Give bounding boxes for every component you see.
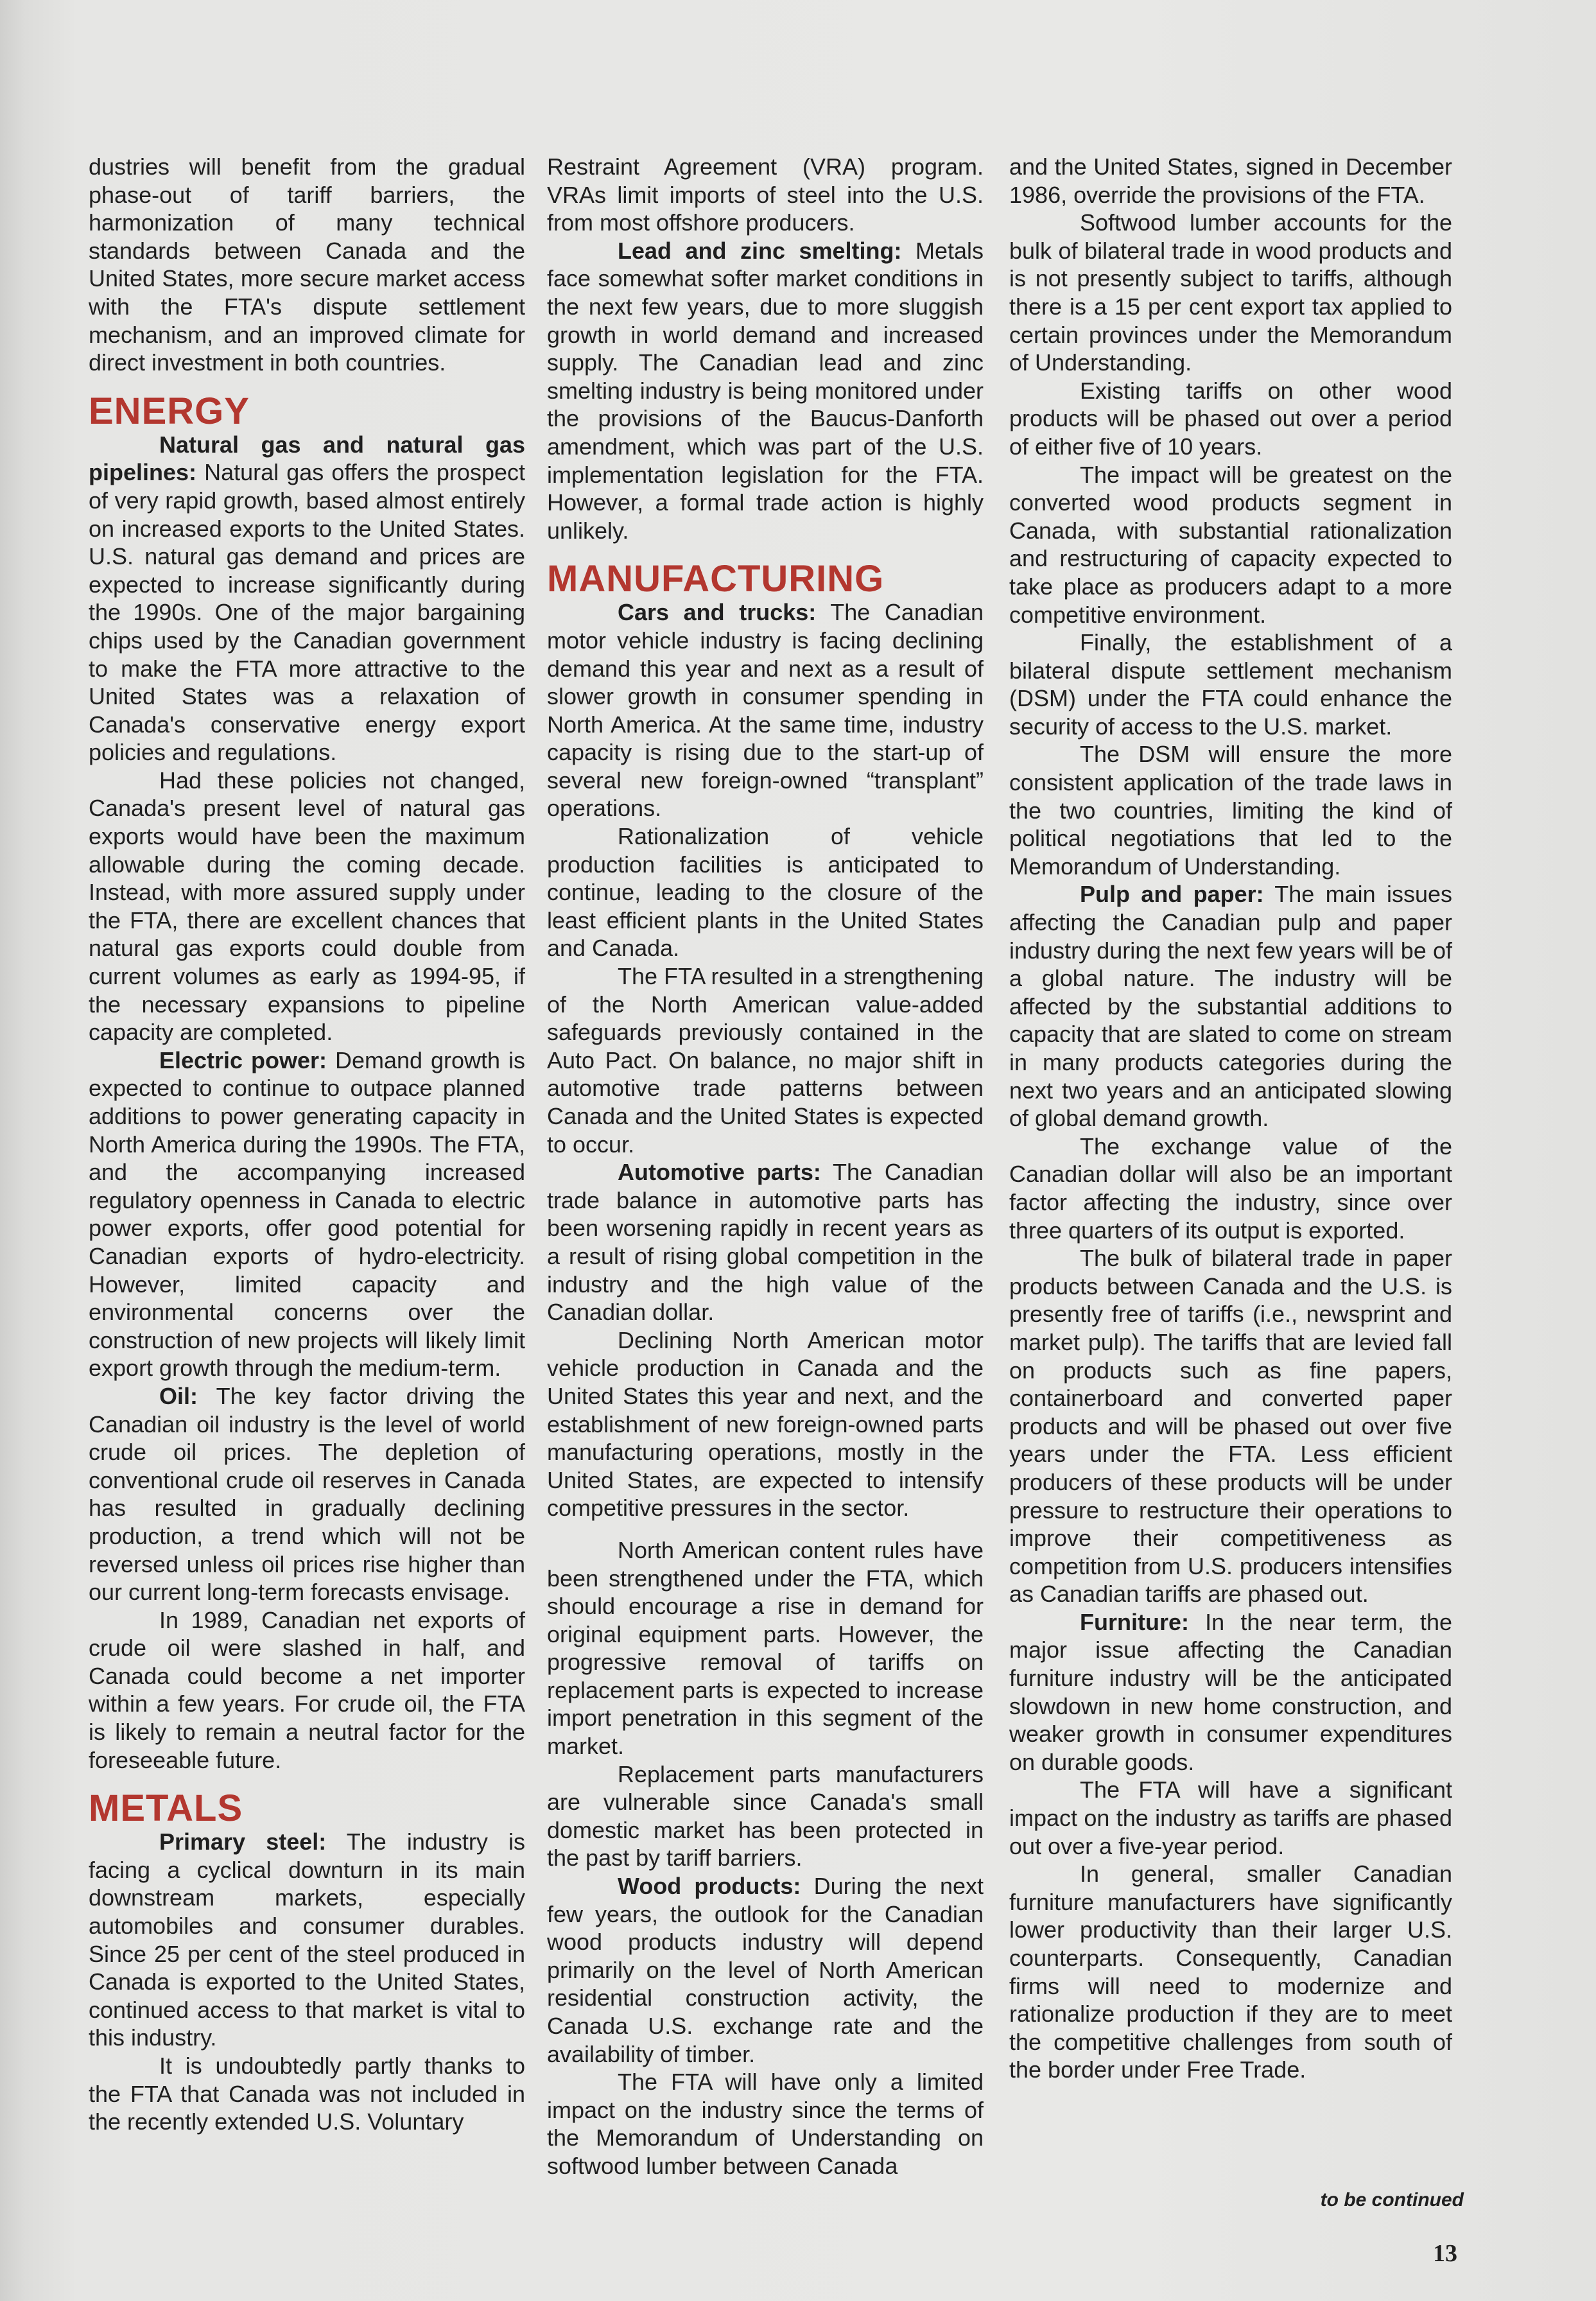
subheading-furniture: Furniture:	[1080, 1608, 1189, 1635]
paragraph	[547, 1158, 984, 1326]
paragraph: In 1989, Canadian net exports of crude oil were slashed in half, and Canada could become a net importer within a few years. For crude oil, the FTA is likely to remain a neutral factor for the foreseeable future.	[89, 1606, 525, 1773]
paragraph-text: In the near term, the major issue affecting the Canadian furniture industry will be the anticipated slowdown in new home construction, and weaker growth in consumer expenditures on durable goods.	[1009, 1608, 1452, 1775]
paragraph-text: The Canadian motor vehicle industry is facing declining demand this year and next as a result of slower growth in consumer spending in North America. At the same time, industry capacity is rising due to the start-up of several new foreign-owned “transplant” operations.	[547, 599, 984, 822]
subheading-automotive-parts: Automotive parts:	[618, 1159, 821, 1186]
column-3	[1009, 153, 1452, 2084]
paragraph: The impact will be greatest on the converted wood products segment in Canada, with substantial rationalization and restructuring of capacity expected to take place as producers adapt to a more competitive environment.	[1009, 461, 1452, 628]
paragraph	[89, 431, 525, 767]
section-heading-metals: METALS	[89, 1787, 243, 1830]
paragraph: Existing tariffs on other wood products will be phased out over a period of either five of 10 years.	[1009, 377, 1452, 460]
paragraph-text: The main issues affecting the Canadian pulp and paper industry during the next few years will be of a global nature. The industry will be affected by the substantial additions to capacity that are slated to come on stream in many products categories during the next two years and an anticipated slowing of global demand growth.	[1009, 881, 1452, 1132]
paragraph	[1009, 880, 1452, 1132]
paragraph-text: During the next few years, the outlook for the Canadian wood products industry will depend primarily on the level of North American residential construction activity, the Canada U.S. exchange rate and the availability of timber.	[547, 1873, 984, 2067]
paragraph: Rationalization of vehicle production facilities is anticipated to continue, leading to the closure of the least efficient plants in the United States and Canada.	[547, 823, 984, 962]
paragraph	[89, 1828, 525, 2052]
paragraph	[547, 1872, 984, 2068]
paragraph-text: Natural gas offers the prospect of very rapid growth, based almost entirely on increased exports to the United States. U.S. natural gas demand and prices are expected to increase significantly during the 1990s. One of the major bargaining chips used by the Canadian government to make the FTA more attractive to the United States was a relaxation of Canada's conservative energy export policies and regulations.	[89, 459, 525, 766]
paragraph	[1009, 1608, 1452, 1776]
continued-note: to be continued	[1320, 2189, 1464, 2210]
subheading-natural-gas: Natural gas and natural gas pipelines:	[89, 431, 525, 486]
paragraph: The FTA will have only a limited impact on the industry since the terms of the Memorandum of Understanding on softwood lumber between Canada	[547, 2069, 984, 2179]
section-heading-manufacturing: MANUFACTURING	[547, 558, 885, 600]
paragraph: The exchange value of the Canadian dollar will also be an important factor affecting the industry, since over three quarters of its output is exported.	[1009, 1133, 1452, 1244]
paragraph: The FTA will have a significant impact on the industry as tariffs are phased out over a five-year period.	[1009, 1776, 1452, 1859]
subheading-wood-products: Wood products:	[618, 1873, 801, 1900]
paragraph: The bulk of bilateral trade in paper products between Canada and the U.S. is presently free of tariffs (i.e., newsprint and market pulp). The tariffs that are levied fall on products such as fine papers, containerboard and converted paper products and will be phased out over five years under the FTA. Less efficient producers of these products will be under pressure to restructure their operations to improve their competitiveness as competition from U.S. producers intensifies as Canadian tariffs are phased out.	[1009, 1245, 1452, 1608]
column-2	[547, 153, 984, 2180]
paragraph-text: Metals face somewhat softer market conditions in the next few years, due to more sluggish growth in world demand and increased supply. The Canadian lead and zinc smelting industry is being monitored under the provisions of the Baucus-Danforth amendment, which was part of the U.S. implementation legislation for the FTA. However, a formal trade action is highly unlikely.	[547, 237, 984, 544]
paragraph: and the United States, signed in December 1986, override the provisions of the FTA.	[1009, 153, 1452, 208]
paragraph: The FTA resulted in a strengthening of the North American value-added safeguards previously contained in the Auto Pact. On balance, no major shift in automotive trade patterns between Canada and the United States is expected to occur.	[547, 963, 984, 1158]
paragraph-text: The industry is facing a cyclical downturn in its main downstream markets, especially automobiles and consumer durables. Since 25 per cent of the steel produced in Canada is exported to the United States, continued access to that market is vital to this industry.	[89, 1828, 525, 2051]
paragraph: The DSM will ensure the more consistent application of the trade laws in the two countries, limiting the kind of political negotiations that led to the Memorandum of Understanding.	[1009, 741, 1452, 880]
paragraph	[547, 237, 984, 545]
paragraph: In general, smaller Canadian furniture manufacturers have significantly lower productivity than their larger U.S. counterparts. Consequently, Canadian firms will need to modernize and rationalize production if they are to meet the competitive challenges from south of the border under Free Trade.	[1009, 1861, 1452, 2083]
paragraph: Finally, the establishment of a bilateral dispute settlement mechanism (DSM) under the FTA could enhance the security of access to the U.S. market.	[1009, 629, 1452, 740]
paragraph	[547, 598, 984, 822]
subheading-electric-power: Electric power:	[159, 1046, 327, 1073]
paragraph	[89, 1382, 525, 1606]
page-number: 13	[1433, 2240, 1457, 2267]
subheading-pulp-paper: Pulp and paper:	[1080, 881, 1264, 908]
paragraph: North American content rules have been strengthened under the FTA, which should encourage a rise in demand for original equipment parts. However, the progressive removal of tariffs on replacement parts is expected to increase import penetration in this segment of the market.	[547, 1536, 984, 1760]
paragraph-text: The Canadian trade balance in automotive parts has been worsening rapidly in recent years as a result of rising global competition in the industry and the high value of the Canadian dollar.	[547, 1159, 984, 1326]
subheading-oil: Oil:	[159, 1382, 198, 1409]
paragraph	[89, 1046, 525, 1382]
paragraph: dustries will benefit from the gradual phase-out of tariff barriers, the harmonization of many technical standards between Canada and the United States, more secure market access with the FTA's dispute settlement mechanism, and an improved climate for direct investment in both countries.	[89, 153, 525, 376]
spacer	[547, 1522, 984, 1536]
subheading-lead-zinc: Lead and zinc smelting:	[618, 237, 902, 264]
paragraph: Had these policies not changed, Canada's present level of natural gas exports would have been the maximum allowable during the coming decade. Instead, with more assured supply under the FTA, there are excellent chances that natural gas exports could double from current volumes as early as 1994-95, if the necessary expansions to pipeline capacity are completed.	[89, 767, 525, 1046]
subheading-primary-steel: Primary steel:	[159, 1828, 327, 1855]
subheading-cars-trucks: Cars and trucks:	[618, 599, 817, 626]
paragraph: It is undoubtedly partly thanks to the FTA that Canada was not included in the recently extended U.S. Voluntary	[89, 2053, 525, 2135]
section-heading-energy: ENERGY	[89, 390, 250, 432]
paragraph: Softwood lumber accounts for the bulk of bilateral trade in wood products and is not presently subject to tariffs, although there is a 15 per cent export tax applied to certain provinces under the Memorandum of Understanding.	[1009, 209, 1452, 376]
paragraph-text: Demand growth is expected to continue to outpace planned additions to power generating capacity in North America during the 1990s. The FTA, and the accompanying increased regulatory openness in Canada to electric power exports, offer good potential for Canadian exports of hydro-electricity. However, limited capacity and environmental concerns over the construction of new projects will likely limit export growth through the medium-term.	[89, 1046, 525, 1382]
paragraph: Replacement parts manufacturers are vulnerable since Canada's small domestic market has been protected in the past by tariff barriers.	[547, 1760, 984, 1871]
paragraph: Restraint Agreement (VRA) program. VRAs limit imports of steel into the U.S. from most offshore producers.	[547, 153, 984, 236]
paragraph: Declining North American motor vehicle production in Canada and the United States this year and next, and the establishment of new foreign-owned parts manufacturing operations, mostly in the United States, are expected to intensify competitive pressures in the sector.	[547, 1326, 984, 1522]
paragraph-text: The key factor driving the Canadian oil industry is the level of world crude oil prices. The depletion of conventional crude oil reserves in Canada has resulted in gradually declining production, a trend which will not be reversed unless oil prices rise higher than our current long-term forecasts envisage.	[89, 1382, 525, 1606]
column-1	[89, 153, 525, 2136]
